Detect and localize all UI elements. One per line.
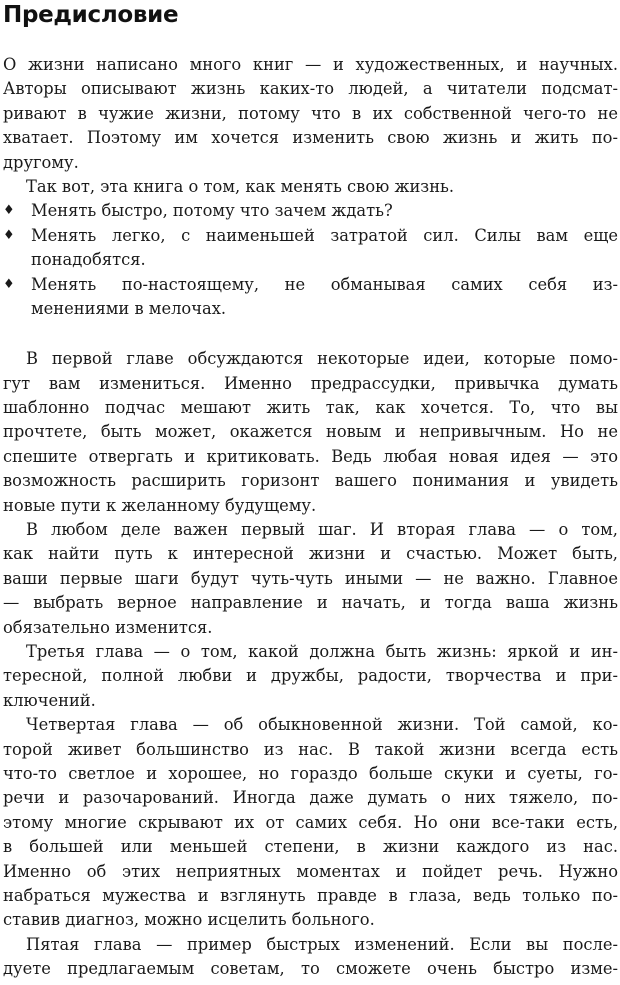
list-item-text: Менять легко, с наименьшей затратой сил. Силы вам еще xyxy=(31,225,618,245)
text-line: ставив диагноз, можно исцелить больного. xyxy=(3,910,375,930)
text-line: В первой главе обсуждаются некоторые идеи, которые помо- xyxy=(26,349,618,369)
text-line: этому многие скрывают их от самих себя. Но они все-таки есть, xyxy=(3,812,618,832)
text-line: ключений. xyxy=(3,690,96,710)
text-line: прочтете, быть может, окажется новым и непривычным. Но не xyxy=(3,422,618,442)
bullet-icon: ♦ xyxy=(3,276,15,292)
bullet-icon: ♦ xyxy=(3,227,15,243)
list-item-continuation: менениями в мелочах. xyxy=(31,298,227,318)
text-line: речи и разочарований. Иногда даже думать о них тяжело, по- xyxy=(3,788,618,808)
bullet-icon: ♦ xyxy=(3,203,15,219)
text-line: обязательно изменится. xyxy=(3,617,213,637)
list-item xyxy=(3,199,618,223)
text-line: как найти путь к интересной жизни и счастью. Может быть, xyxy=(3,544,618,564)
text-line: Авторы описывают жизнь каких-то людей, а читатели подсмат- xyxy=(3,79,618,99)
text-line: О жизни написано много книг — и художественных, и научных. xyxy=(3,55,618,74)
list-item-text: Менять быстро, потому что зачем ждать? xyxy=(31,201,393,221)
text-line: спешите отвергать и критиковать. Ведь любая новая идея — это xyxy=(3,446,618,466)
text-line: другому. xyxy=(3,152,79,172)
paragraph-gap xyxy=(3,321,618,347)
text-line: дуете предлагаемым советам, то сможете очень быстро изме- xyxy=(3,959,618,979)
list-item xyxy=(3,273,618,297)
text-line: в большей или меньшей степени, в жизни каждого из нас. xyxy=(3,837,618,857)
text-line: торой живет большинство из нас. В такой жизни всегда есть xyxy=(3,739,618,759)
page-title: Предисловие xyxy=(3,2,179,28)
text-line: тересной, полной любви и дружбы, радости, творчества и при- xyxy=(3,666,618,686)
preface-text xyxy=(3,53,618,981)
text-line: гут вам измениться. Именно предрассудки, привычка думать xyxy=(3,373,618,393)
text-line: Именно об этих неприятных моментах и пойдет речь. Нужно xyxy=(3,861,618,881)
list-item-continuation: понадобятся. xyxy=(31,250,146,270)
text-line: шаблонно подчас мешают жить так, как хочется. То, что вы xyxy=(3,398,618,418)
text-line: что-то светлое и хорошее, но гораздо больше скуки и суеты, го- xyxy=(3,763,618,783)
text-line: возможность расширить горизонт вашего понимания и увидеть xyxy=(3,471,618,491)
text-line: ваши первые шаги будут чуть-чуть иными — не важно. Главное xyxy=(3,568,618,588)
text-line: Третья глава — о том, какой должна быть жизнь: яркой и ин- xyxy=(26,641,618,661)
list-item xyxy=(3,224,618,248)
list-item-text: Менять по-настоящему, не обманывая самих себя из- xyxy=(31,274,618,294)
text-line: В любом деле важен первый шаг. И вторая глава — о том, xyxy=(26,520,618,540)
text-line: Пятая глава — пример быстрых изменений. Если вы после- xyxy=(26,934,618,954)
text-line: хватает. Поэтому им хочется изменить свою жизнь и жить по- xyxy=(3,128,618,148)
text-line: ривают в чужие жизни, потому что в их собственной чего-то не xyxy=(3,103,618,123)
text-line: — выбрать верное направление и начать, и тогда ваша жизнь xyxy=(3,593,618,613)
text-line: Так вот, эта книга о том, как менять свою жизнь. xyxy=(26,176,455,196)
text-line: набраться мужества и взглянуть правде в глаза, ведь только по- xyxy=(3,885,618,905)
text-line: новые пути к желанному будущему. xyxy=(3,495,317,515)
text-line: Четвертая глава — об обыкновенной жизни. Той самой, ко- xyxy=(26,715,618,735)
